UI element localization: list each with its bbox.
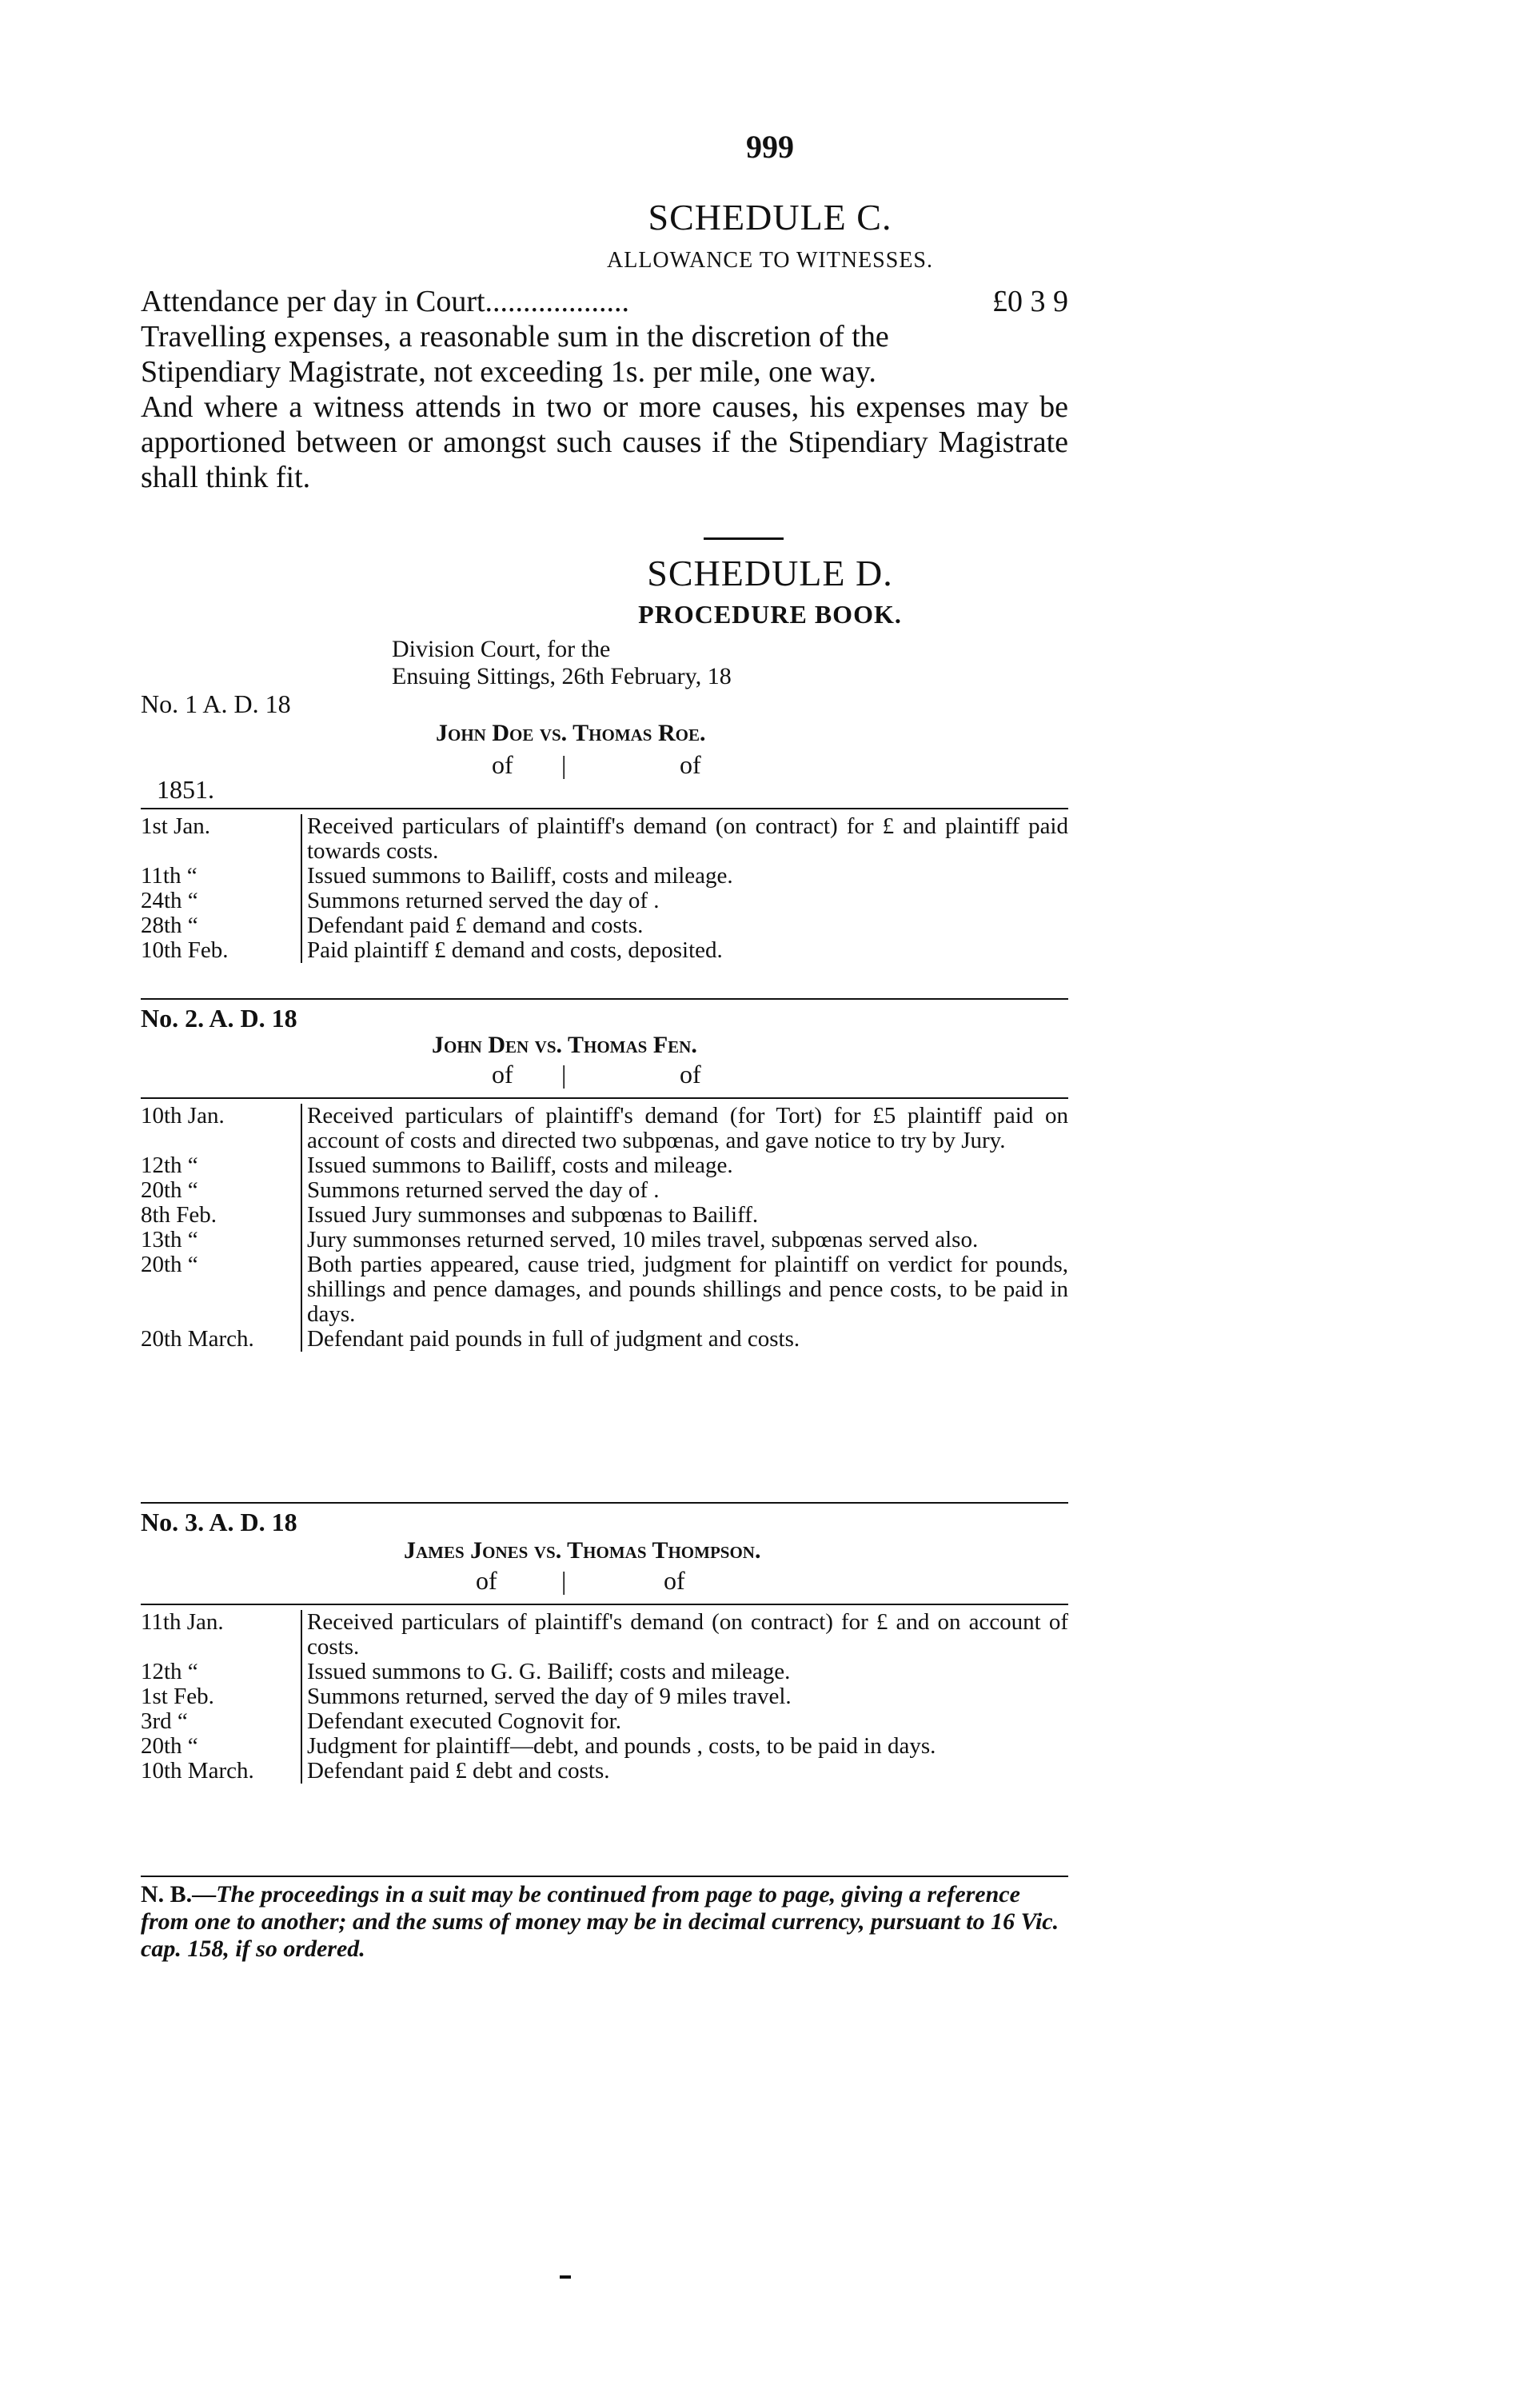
- entry-date: 10th March.: [141, 1758, 254, 1784]
- table-row: [141, 1178, 1068, 1203]
- entry-text: Summons returned served the day of .: [301, 1178, 1068, 1203]
- entry-text: Received particulars of plaintiff's demand (for Tort) for £5 plaintiff paid on account of costs and directed two subpœnas, and gave notice to try by Jury.: [301, 1104, 1068, 1153]
- entry-text: Jury summonses returned served, 10 miles travel, subpœnas served also.: [301, 1228, 1068, 1252]
- attendance-line: [141, 284, 1068, 319]
- entry-date: 10th Jan.: [141, 1103, 225, 1129]
- entry-date: 12th “: [141, 1659, 198, 1684]
- table-row: [141, 814, 1068, 864]
- entry-date: 12th “: [141, 1153, 198, 1178]
- table-row: [141, 1327, 1068, 1352]
- attendance-label: Attendance per day in Court...................: [141, 285, 630, 318]
- case-2-parties: John Den vs. Thomas Fen.: [432, 1032, 697, 1058]
- entry-text: Defendant paid £ demand and costs.: [301, 913, 1068, 938]
- case-1-of-left: of: [492, 750, 513, 779]
- table-row: [141, 864, 1068, 889]
- entry-text: Issued summons to Bailiff, costs and mileage.: [301, 1153, 1068, 1178]
- case-3-of-left: of: [476, 1566, 497, 1595]
- entry-text: Defendant paid £ debt and costs.: [301, 1759, 1068, 1784]
- entry-text: Received particulars of plaintiff's demand (on contract) for £ and on account of costs.: [301, 1610, 1068, 1660]
- case-2-of-left: of: [492, 1060, 513, 1089]
- case-3-of-sep: |: [561, 1566, 567, 1595]
- entry-text: Summons returned served the day of .: [301, 889, 1068, 913]
- case-3-number: No. 3. A. D. 18: [141, 1508, 297, 1536]
- entry-date: 20th “: [141, 1177, 198, 1203]
- case-3-of-right: of: [664, 1566, 685, 1595]
- entry-text: Issued summons to G. G. Bailiff; costs and mileage.: [301, 1660, 1068, 1684]
- case-1-number: No. 1 A. D. 18: [141, 689, 291, 718]
- table-row: [141, 1734, 1068, 1759]
- table-row: [141, 1203, 1068, 1228]
- case-2-of-sep: |: [561, 1060, 567, 1089]
- page-end-mark: [560, 2275, 571, 2279]
- travelling-expenses: Travelling expenses, a reasonable sum in the discretion of the Stipendiary Magistrate, not exceeding 1s. per mile, one way.: [141, 320, 889, 389]
- case-1-rule: [141, 808, 1068, 809]
- case-2-rule-top: [141, 998, 1068, 1000]
- schedule-c-subtitle: ALLOWANCE TO WITNESSES.: [607, 248, 933, 273]
- nb-rule: [141, 1876, 1068, 1877]
- table-row: [141, 1759, 1068, 1784]
- case-3-rule-top: [141, 1502, 1068, 1504]
- entry-date: 20th “: [141, 1733, 198, 1759]
- entry-text: Paid plaintiff £ demand and costs, deposited.: [301, 938, 1068, 963]
- nb-text: The proceedings in a suit may be continued from page to page, giving a reference from one to another; and the sums of money may be in decimal currency, pursuant to 16 Vic. cap. 158, if so ordered.: [141, 1881, 1059, 1962]
- court-line-2: Ensuing Sittings, 26th February, 18: [392, 663, 732, 689]
- table-row: [141, 1153, 1068, 1178]
- table-row: [141, 1684, 1068, 1709]
- schedule-d-subtitle: PROCEDURE BOOK.: [638, 600, 902, 629]
- table-row: [141, 938, 1068, 963]
- section-divider: [704, 537, 784, 540]
- entry-date: 24th “: [141, 888, 198, 913]
- case-2-rule: [141, 1097, 1068, 1099]
- entry-text: Received particulars of plaintiff's demand (on contract) for £ and plaintiff paid towards costs.: [301, 814, 1068, 864]
- case-2-entries: [141, 1104, 1068, 1352]
- table-row: [141, 1228, 1068, 1252]
- nb-label: N. B.—: [141, 1881, 217, 1908]
- case-3-rule: [141, 1604, 1068, 1605]
- entry-date: 20th “: [141, 1252, 198, 1277]
- entry-date: 13th “: [141, 1227, 198, 1252]
- case-2-number: No. 2. A. D. 18: [141, 1004, 297, 1033]
- schedule-c-body: [141, 284, 1068, 495]
- table-row: [141, 1660, 1068, 1684]
- page-number: 999: [746, 129, 794, 165]
- year-label: 1851.: [157, 775, 214, 804]
- entry-date: 8th Feb.: [141, 1202, 217, 1228]
- table-row: [141, 889, 1068, 913]
- case-1-of-sep: |: [561, 750, 567, 779]
- case-1-of-right: of: [680, 750, 701, 779]
- entry-text: Defendant executed Cognovit for.: [301, 1709, 1068, 1734]
- apportion-clause: And where a witness attends in two or more causes, his expenses may be apportioned between or amongst such causes if the Stipendiary Magistrate shall think fit.: [141, 390, 1068, 494]
- table-row: [141, 1610, 1068, 1660]
- entry-date: 3rd “: [141, 1708, 188, 1734]
- case-2-of-right: of: [680, 1060, 701, 1089]
- entry-text: Summons returned, served the day of 9 miles travel.: [301, 1684, 1068, 1709]
- court-line-1: Division Court, for the: [392, 636, 611, 662]
- schedule-c-title: SCHEDULE C.: [648, 197, 892, 238]
- entry-text: Judgment for plaintiff—debt, and pounds , costs, to be paid in days.: [301, 1734, 1068, 1759]
- case-3-entries: [141, 1610, 1068, 1784]
- table-row: [141, 1252, 1068, 1327]
- entry-date: 28th “: [141, 913, 198, 938]
- entry-date: 10th Feb.: [141, 937, 229, 963]
- entry-date: 11th Jan.: [141, 1609, 224, 1635]
- entry-date: 1st Jan.: [141, 813, 210, 839]
- table-row: [141, 913, 1068, 938]
- entry-text: Defendant paid pounds in full of judgment and costs.: [301, 1327, 1068, 1352]
- nota-bene: [141, 1881, 1068, 1963]
- case-3-parties: James Jones vs. Thomas Thompson.: [404, 1537, 761, 1564]
- case-1-entries: [141, 814, 1068, 963]
- entry-date: 1st Feb.: [141, 1684, 214, 1709]
- entry-text: Issued summons to Bailiff, costs and mileage.: [301, 864, 1068, 889]
- table-row: [141, 1104, 1068, 1153]
- entry-text: Both parties appeared, cause tried, judgment for plaintiff on verdict for pounds, shillings and pence damages, and pounds shillings and pence costs, to be paid in days.: [301, 1252, 1068, 1327]
- case-1-parties: John Doe vs. Thomas Roe.: [436, 720, 706, 746]
- entry-text: Issued Jury summonses and subpœnas to Bailiff.: [301, 1203, 1068, 1228]
- entry-date: 11th “: [141, 863, 197, 889]
- attendance-amount: £0 3 9: [992, 285, 1068, 318]
- schedule-d-title: SCHEDULE D.: [647, 553, 893, 593]
- entry-date: 20th March.: [141, 1326, 254, 1352]
- court-heading: [392, 636, 732, 690]
- table-row: [141, 1709, 1068, 1734]
